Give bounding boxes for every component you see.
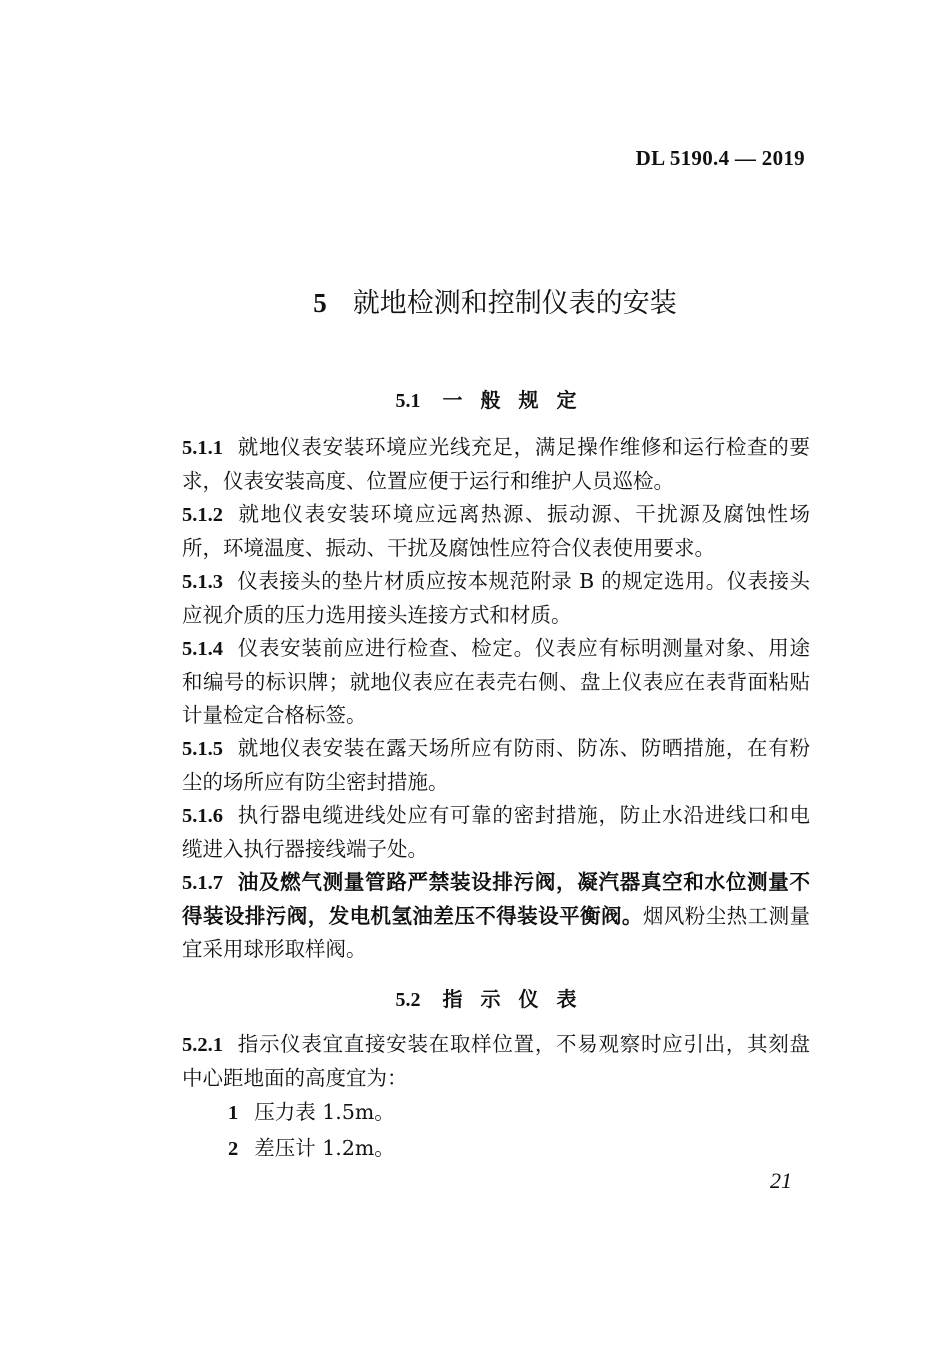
clause-text: 仪表安装前应进行检查、检定。仪表应有标明测量对象、用途和编号的标识牌；就地仪表应在表壳右侧、盘上仪表应在表背面粘贴计量检定合格标签。	[182, 636, 810, 727]
clause-text: 仪表接头的垫片材质应按本规范附录 B 的规定选用。仪表接头应视介质的压力选用接头连接方式和材质。	[182, 569, 810, 627]
clause-text: 执行器电缆进线处应有可靠的密封措施，防止水沿进线口和电缆进入执行器接线端子处。	[182, 803, 810, 861]
clause-number: 5.1.4	[182, 638, 223, 660]
section-title-5-2	[0, 983, 950, 1012]
clause-5-1-6	[182, 799, 810, 866]
clause-5-1-4	[182, 632, 810, 732]
clause-bold-text: 油及燃气测量管路严禁装设排污阀，凝汽器真空和水位测量不得装设排污阀，发电机氢油差压不得装设平衡阀。	[182, 870, 810, 928]
clause-number: 5.1.3	[182, 571, 223, 593]
clause-5-1-3	[182, 565, 810, 632]
clause-text: 就地仪表安装环境应光线充足，满足操作维修和运行检查的要求，仪表安装高度、位置应便于运行和维护人员巡检。	[182, 435, 810, 493]
list-item	[182, 1095, 810, 1131]
list-item	[182, 1131, 810, 1167]
section-5-1-body	[182, 431, 810, 966]
clause-text: 指示仪表宜直接安装在取样位置，不易观察时应引出，其刻盘中心距地面的高度宜为：	[182, 1032, 810, 1090]
page-number: 21	[770, 1168, 792, 1193]
section-name: 指示仪表	[442, 987, 595, 1011]
clause-5-1-2	[182, 498, 810, 565]
item-number: 1	[228, 1102, 239, 1124]
clause-number: 5.1.5	[182, 738, 223, 760]
section-number: 5.1	[395, 390, 421, 412]
clause-number: 5.1.2	[182, 504, 223, 526]
clause-5-2-1	[182, 1028, 810, 1095]
section-name: 一般规定	[442, 388, 595, 412]
item-text: 压力表 1.5m。	[254, 1100, 395, 1124]
chapter-name: 就地检测和控制仪表的安装	[352, 288, 677, 319]
clause-number: 5.1.6	[182, 805, 223, 827]
item-text: 差压计 1.2m。	[254, 1136, 395, 1160]
clause-5-1-7	[182, 866, 810, 966]
section-title-5-1	[0, 384, 950, 413]
clause-5-1-1	[182, 431, 810, 498]
chapter-title	[0, 281, 950, 320]
clause-number: 5.1.1	[182, 437, 223, 459]
chapter-number: 5	[313, 288, 327, 318]
clause-text: 就地仪表安装环境应远离热源、振动源、干扰源及腐蚀性场所，环境温度、振动、干扰及腐蚀性应符合仪表使用要求。	[182, 502, 810, 560]
clause-text: 就地仪表安装在露天场所应有防雨、防冻、防晒措施，在有粉尘的场所应有防尘密封措施。	[182, 736, 810, 794]
clause-5-1-5	[182, 732, 810, 799]
section-5-2-body	[182, 1028, 810, 1167]
item-number: 2	[228, 1138, 239, 1160]
standard-code: DL 5190.4 — 2019	[635, 146, 805, 170]
section-number: 5.2	[395, 989, 421, 1011]
clause-number: 5.2.1	[182, 1034, 223, 1056]
clause-number: 5.1.7	[182, 872, 223, 894]
clause-normal-text: 烟风粉尘热工测量宜采用球形取样阀。	[182, 904, 811, 961]
